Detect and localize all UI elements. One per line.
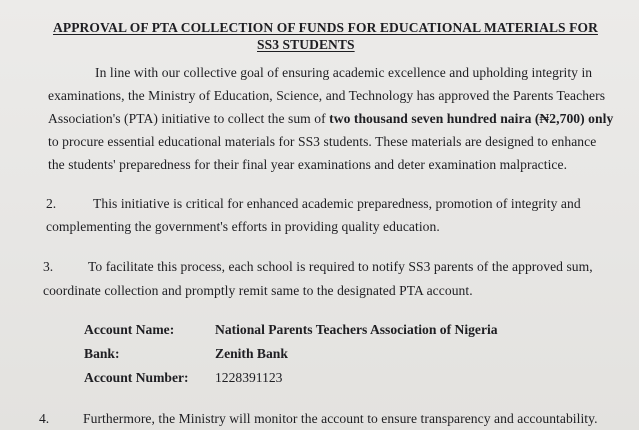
account-name-label: Account Name: bbox=[84, 322, 175, 337]
para1-line-3-text: Association's (PTA) initiative to collect the sum of bbox=[48, 111, 330, 126]
para1-line-2: examinations, the Ministry of Education, Science, and Technology has approved the Parents Teachers bbox=[48, 88, 606, 103]
bank-label: Bank: bbox=[84, 346, 120, 361]
para1-line-1: In line with our collective goal of ensuring academic excellence and upholding integrity in bbox=[95, 65, 593, 80]
para1-amount: two thousand seven hundred naira (₦2,700) only bbox=[329, 111, 614, 126]
para2-line-2: complementing the government's efforts in providing quality education. bbox=[46, 219, 440, 234]
para4-number: 4. bbox=[39, 411, 50, 426]
para1-line-3 bbox=[48, 111, 613, 127]
bank-value: Zenith Bank bbox=[215, 346, 288, 361]
account-number-value: 1228391123 bbox=[215, 370, 283, 385]
para3-line-2: coordinate collection and promptly remit same to the designated PTA account. bbox=[43, 283, 473, 298]
document-title-line-2: SS3 STUDENTS bbox=[257, 37, 355, 52]
para2-number: 2. bbox=[46, 196, 57, 211]
para4-line-1: Furthermore, the Ministry will monitor the account to ensure transparency and accountability. bbox=[83, 411, 598, 426]
account-number-label: Account Number: bbox=[84, 370, 189, 385]
document-title-line-1: APPROVAL OF PTA COLLECTION OF FUNDS FOR EDUCATIONAL MATERIALS FOR bbox=[53, 20, 598, 35]
para1-line-4: to procure essential educational materials for SS3 students. These materials are designed to enhance bbox=[48, 134, 597, 149]
para3-number: 3. bbox=[43, 259, 54, 274]
para1-line-5: the students' preparedness for their final year examinations and deter examination malpractice. bbox=[48, 157, 568, 172]
account-name-value: National Parents Teachers Association of Nigeria bbox=[215, 322, 498, 337]
para2-line-1: This initiative is critical for enhanced academic preparedness, promotion of integrity and bbox=[93, 196, 581, 211]
para3-line-1: To facilitate this process, each school is required to notify SS3 parents of the approved sum, bbox=[88, 259, 593, 274]
